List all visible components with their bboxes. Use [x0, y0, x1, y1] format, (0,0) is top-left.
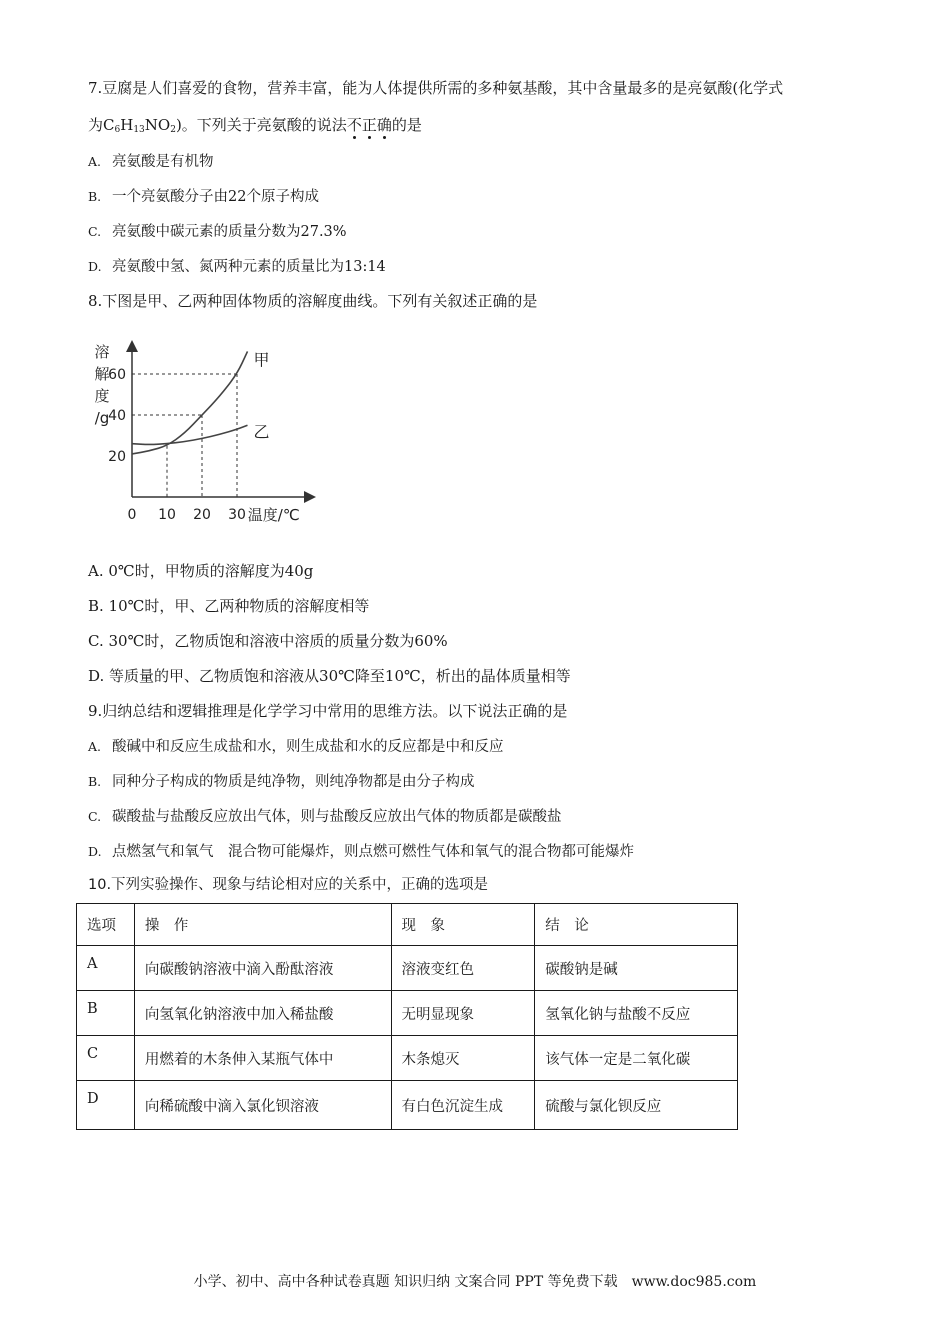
x-tick-label: 20 [193, 507, 211, 523]
table-cell: 向氢氧化钠溶液中加入稀盐酸 [134, 991, 391, 1036]
q7-option-b: B. 一个亮氨酸分子由22个原子构成 [88, 189, 319, 205]
x-tick-label: 30 [228, 507, 246, 523]
q7-option-c: C. 亮氨酸中碳元素的质量分数为27.3% [88, 224, 347, 240]
table-cell: 硫酸与氯化钡反应 [535, 1081, 738, 1130]
table-cell: A [77, 946, 135, 991]
q9-stem: 9.归纳总结和逻辑推理是化学学习中常用的思维方法。以下说法正确的是 [88, 702, 568, 720]
table-header-cell: 结 论 [535, 904, 738, 946]
table-header-cell: 现 象 [391, 904, 535, 946]
table-cell: 溶液变红色 [391, 946, 535, 991]
q8-option-b: B. 10℃时，甲、乙两种物质的溶解度相等 [88, 597, 370, 615]
q7-stem-end: 的是 [391, 116, 422, 134]
q9-option-d: D. 点燃氢气和氧气 混合物可能爆炸，则点燃可燃性气体和氧气的混合物都可能爆炸 [88, 844, 634, 860]
q7-suffix: )。下列关于亮氨酸的说法 [175, 116, 347, 134]
q7-option-a: A. 亮氨酸是有机物 [88, 154, 214, 170]
table-cell: 用燃着的木条伸入某瓶气体中 [134, 1036, 391, 1081]
q7-stem-line2 [88, 114, 422, 135]
y-tick-label: 20 [108, 449, 126, 465]
table-cell: D [77, 1081, 135, 1130]
y-tick-label: 40 [108, 408, 126, 424]
table-cell: 有白色沉淀生成 [391, 1081, 535, 1130]
table-cell: 氢氧化钠与盐酸不反应 [535, 991, 738, 1036]
q10-stem: 10.下列实验操作、现象与结论相对应的关系中，正确的选项是 [88, 877, 489, 893]
table-cell: 向稀硫酸中滴入氯化钡溶液 [134, 1081, 391, 1130]
table-cell: 该气体一定是二氧化碳 [535, 1036, 738, 1081]
q9-option-c: C. 碳酸盐与盐酸反应放出气体，则与盐酸反应放出气体的物质都是碳酸盐 [88, 809, 562, 825]
q7-stem-line1: 7.豆腐是人们喜爱的食物，营养丰富，能为人体提供所需的多种氨基酸，其中含量最多的是亮氨酸(化学式 [88, 79, 784, 97]
table-cell: 向碳酸钠溶液中滴入酚酞溶液 [134, 946, 391, 991]
q8-option-a: A. 0℃时，甲物质的溶解度为40g [88, 562, 314, 580]
q8-stem: 8.下图是甲、乙两种固体物质的溶解度曲线。下列有关叙述正确的是 [88, 292, 538, 310]
page-footer: 小学、初中、高中各种试卷真题 知识归纳 文案合同 PPT 等免费下载 www.doc985.com [193, 1274, 757, 1290]
q7-emphasis: 不正确 [346, 116, 392, 134]
table-cell: 木条熄灭 [391, 1036, 535, 1081]
q9-option-b: B. 同种分子构成的物质是纯净物，则纯净物都是由分子构成 [88, 774, 475, 790]
table-header-cell: 操 作 [134, 904, 391, 946]
x-axis-label: 温度/℃ [247, 506, 300, 524]
table-cell: B [77, 991, 135, 1036]
y-tick-label: 60 [108, 367, 126, 383]
q7-prefix: 为 [88, 116, 104, 134]
q8-option-c: C. 30℃时，乙物质饱和溶液中溶质的质量分数为60% [88, 632, 448, 650]
x-tick-label: 10 [158, 507, 176, 523]
y-axis-label-char: 解 [94, 365, 110, 383]
y-axis-label-char: 度 [94, 387, 110, 405]
table-row [77, 946, 738, 991]
experiment-table [76, 903, 738, 1130]
y-axis-label-char: /g [94, 409, 110, 427]
series-label: 甲 [253, 350, 270, 370]
q7-formula: $C_6H_{13}NO_2$ [103, 116, 176, 135]
table-cell: 无明显现象 [391, 991, 535, 1036]
q8-option-d: D. 等质量的甲、乙物质饱和溶液从30℃降至10℃，析出的晶体质量相等 [88, 667, 571, 685]
table-row [77, 1036, 738, 1081]
table-header-cell: 选项 [77, 904, 135, 946]
table-cell: 碳酸钠是碱 [535, 946, 738, 991]
q9-option-a: A. 酸碱中和反应生成盐和水，则生成盐和水的反应都是中和反应 [88, 739, 504, 755]
table-header-row [77, 904, 738, 946]
q7-option-d: D. 亮氨酸中氢、氮两种元素的质量比为13:14 [88, 259, 386, 275]
table-cell: C [77, 1036, 135, 1081]
table-row [77, 1081, 738, 1130]
table-row [77, 991, 738, 1036]
series-label: 乙 [253, 422, 270, 442]
series-curve-jia [132, 351, 248, 454]
solubility-chart [88, 335, 328, 525]
y-axis-label-char: 溶 [94, 343, 110, 361]
x-tick-label: 0 [127, 507, 137, 523]
